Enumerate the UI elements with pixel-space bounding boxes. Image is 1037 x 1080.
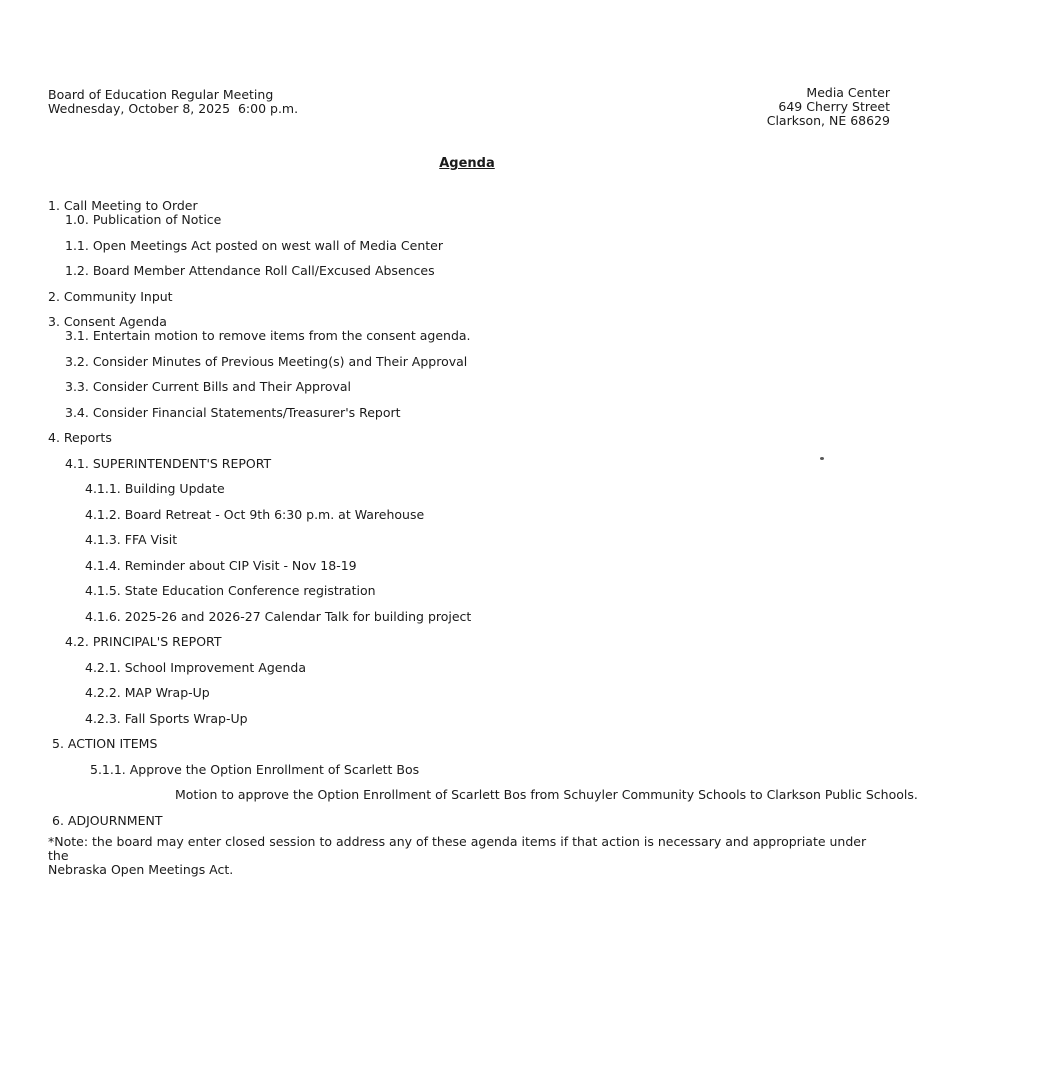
agenda-item: 3.2. Consider Minutes of Previous Meeting(s) and Their Approval <box>65 353 468 369</box>
note-line: *Note: the board may enter closed session to address any of these agenda items if that action is necessary and appropriate under the <box>48 834 867 863</box>
agenda-item: 4.1.5. State Education Conference registration <box>85 583 376 598</box>
meeting-title: Board of Education Regular Meeting <box>48 87 274 102</box>
agenda-item: Motion to approve the Option Enrollment of Scarlett Bos from Schuyler Community Schools to Clarkson Public Schools. <box>175 787 918 802</box>
agenda-item: 4.1.4. Reminder about CIP Visit - Nov 18-19 <box>85 557 357 573</box>
location-street: 649 Cherry Street <box>778 99 890 114</box>
agenda-item: 4.1.3. FFA Visit <box>85 532 178 547</box>
agenda-item: 5. ACTION ITEMS <box>52 736 158 751</box>
location-city: Clarkson, NE 68629 <box>766 113 890 128</box>
agenda-item: 3. Consent Agenda <box>48 314 167 329</box>
agenda-item: 1. Call Meeting to Order <box>48 198 198 213</box>
location-block <box>767 86 890 128</box>
agenda-item: 4.2. PRINCIPAL'S REPORT <box>65 634 222 649</box>
meeting-datetime: Wednesday, October 8, 2025 6:00 p.m. <box>48 101 299 116</box>
agenda-list <box>48 199 1018 828</box>
note-line: Nebraska Open Meetings Act. <box>48 862 234 877</box>
agenda-item: 6. ADJOURNMENT <box>52 812 163 828</box>
agenda-item: 4.1.2. Board Retreat - Oct 9th 6:30 p.m. at Warehouse <box>85 506 425 522</box>
agenda-item: 5.1.1. Approve the Option Enrollment of Scarlett Bos <box>90 761 420 777</box>
agenda-item: 1.2. Board Member Attendance Roll Call/Excused Absences <box>65 263 435 278</box>
agenda-item: 3.3. Consider Current Bills and Their Approval <box>65 379 352 394</box>
agenda-item: 2. Community Input <box>48 288 173 304</box>
agenda-item: 4. Reports <box>48 430 112 445</box>
location-name: Media Center <box>806 85 890 100</box>
agenda-item: 4.2.3. Fall Sports Wrap-Up <box>85 710 248 726</box>
agenda-item: 4.1.1. Building Update <box>85 481 225 496</box>
agenda-item: 4.2.1. School Improvement Agenda <box>85 659 306 675</box>
page-title: Agenda <box>439 156 495 171</box>
agenda-item: 3.4. Consider Financial Statements/Treasurer's Report <box>65 404 401 420</box>
agenda-item: 4.1.6. 2025-26 and 2026-27 Calendar Talk for building project <box>85 608 472 624</box>
agenda-item: 4.2.2. MAP Wrap-Up <box>85 685 210 700</box>
agenda-item: 3.1. Entertain motion to remove items from the consent agenda. <box>65 328 471 343</box>
closed-session-note <box>48 835 878 877</box>
agenda-item: 4.1. SUPERINTENDENT'S REPORT <box>65 455 272 471</box>
scan-speck <box>820 457 824 460</box>
meeting-header <box>48 88 298 116</box>
agenda-item: 1.1. Open Meetings Act posted on west wall of Media Center <box>65 237 443 253</box>
agenda-item: 1.0. Publication of Notice <box>65 212 222 227</box>
